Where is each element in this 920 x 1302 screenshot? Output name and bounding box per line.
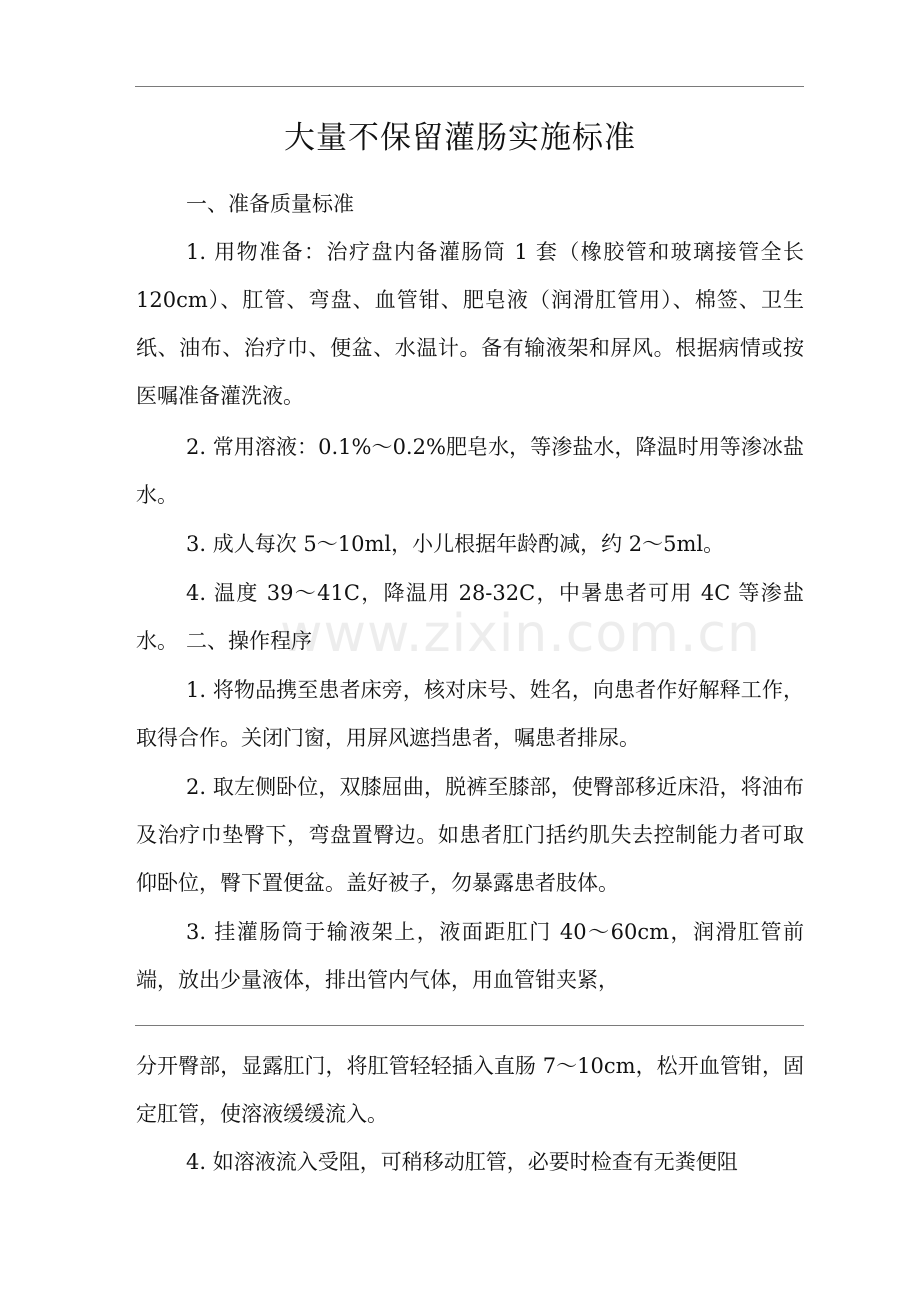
- page-break-divider: [135, 1025, 804, 1026]
- section-2-item-1: 1. 将物品携至患者床旁，核对床号、姓名，向患者作好解释工作，取得合作。关闭门窗，用屏风遮挡患者，嘱患者排尿。: [136, 678, 804, 750]
- section-1-item-1: 1. 用物准备：治疗盘内备灌肠筒 1 套（橡胶管和玻璃接管全长 120cm）、肛管、弯盘、血管钳、肥皂液（润滑肛管用）、棉签、卫生纸、油布、治疗巾、便盆、水温计。备有输液架和屏风。根据病情或按医嘱准备灌洗液。: [136, 240, 804, 408]
- section-2-item-3-continued: 分开臀部，显露肛门，将肛管轻轻插入直肠 7～10cm，松开血管钳，固定肛管，使溶液缓缓流入。: [136, 1054, 804, 1126]
- section-1-item-2: 2. 常用溶液：0.1%～0.2%肥皂水，等渗盐水，降温时用等渗冰盐水。: [136, 435, 804, 507]
- page-title: 大量不保留灌肠实施标准: [284, 120, 636, 156]
- section-2-heading: 二、操作程序: [186, 629, 312, 653]
- watermark: www.zixin.com.cn: [280, 604, 761, 664]
- section-2-item-2: 2. 取左侧卧位，双膝屈曲，脱裤至膝部，使臀部移近床沿，将油布及治疗巾垫臀下，弯盘置臀边。如患者肛门括约肌失去控制能力者可取仰卧位，臀下置便盆。盖好被子，勿暴露患者肢体。: [136, 775, 804, 895]
- section-1-heading: 一、准备质量标准: [186, 192, 354, 216]
- top-divider: [135, 86, 804, 87]
- section-1-item-3: 3. 成人每次 5～10ml，小儿根据年龄酌减，约 2～5ml。: [186, 532, 725, 556]
- section-1-item-4: 4. 温度 39～41C，降温用 28-32C，中暑患者可用 4C 等渗盐水。: [136, 581, 804, 653]
- section-2-item-4: 4. 如溶液流入受阻，可稍移动肛管，必要时检查有无粪便阻: [186, 1150, 738, 1174]
- section-2-item-3: 3. 挂灌肠筒于输液架上，液面距肛门 40～60cm，润滑肛管前端，放出少量液体，排出管内气体，用血管钳夹紧，: [136, 920, 804, 992]
